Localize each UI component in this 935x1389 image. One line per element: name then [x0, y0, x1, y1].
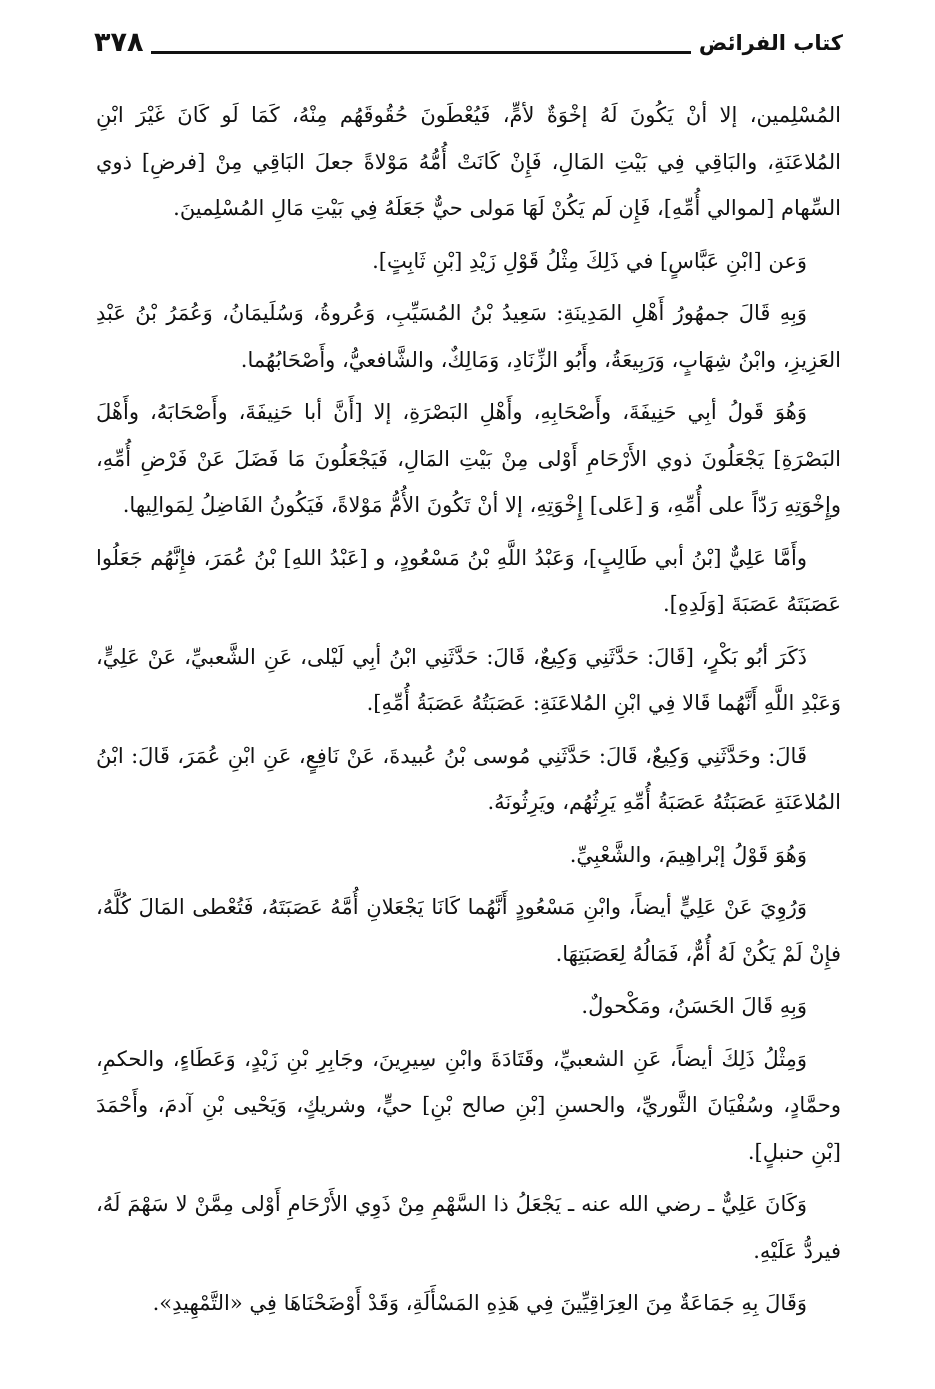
page-header — [94, 22, 843, 62]
paragraph: قَالَ: وحَدَّثَنِي وَكِيعٌ، قَالَ: حَدَّثَنِي مُوسى بْنُ عُبيدةَ، عَنْ نَافِعٍ، عَنِ ابْنِ عُمَرَ، قَالَ: ابْنُ المُلاعَنَةِ عَصَبَتُهُ عَصَبَةُ أُمِّهِ يَرِثُهُم، ويَرِثُونَهُ. — [96, 743, 841, 814]
paragraph: وَقَالَ بِهِ جَمَاعَةٌ مِنَ العِرَاقِيِّينَ فِي هَذِهِ المَسْأَلَةِ، وَقَدْ أَوْضَحْنَاهَا فِي «التَّمْهِيدِ». — [152, 1291, 807, 1315]
page-number: ٣٧٨ — [94, 27, 144, 58]
header-rule — [151, 51, 690, 54]
paragraph: وَكَانَ عَلِيٌّ ـ رضي الله عنه ـ يَجْعَلُ ذا السَّهْمِ مِنْ ذَوِي الأَرْحَامِ أَوْلى مِمَّنْ لا سَهْمَ لَهُ، فيردُّ عَلَيْهِ. — [96, 1192, 841, 1263]
page-body — [96, 92, 841, 1333]
paragraph: وَرُوِيَ عَنْ عَلِيٍّ أيضاً، وابْنِ مَسْعُودٍ أَنَّهُما كَانَا يَجْعَلانِ أُمَّهُ عَصَبَتَهُ، فَتُعْطى المَالَ كُلَّهُ، فإِنْ لَمْ يَكُنْ لَهُ أُمٌّ، فَمَالُهُ لِعَصَبَتِهَا. — [96, 895, 841, 966]
paragraph: وَهُوَ قَوْلُ إبْراهِيمَ، والشَّعْبِيِّ. — [569, 842, 807, 867]
paragraph: وَبِهِ قَالَ جمهُورُ أَهْلِ المَدِينَةِ: سَعِيدُ بْنُ المُسَيِّبِ، وَعُروةُ، وَسُلَيمَانُ، وَعُمَرُ بْنُ عَبْدِ العَزِيزِ، وابْنُ شِهَابٍ، وَرَبِيعَةُ، وأَبُو الزِّنَادِ، وَمَالِكٌ، والشَّافعيُّ، وأَصْحَابُهُما. — [96, 301, 841, 372]
paragraph: وأَمَّا عَلِيٌّ [بْنُ أبي طَالِبٍ]، وَعَبْدُ اللَّهِ بْنُ مَسْعُودٍ، و [عَبْدُ اللهِ] بْنُ عُمَرَ، فإِنَّهُم جَعَلُوا عَصَبَتَهُ عَصَبَةَ [وَلَدِهِ]. — [96, 545, 841, 616]
paragraph: المُسْلِمين، إلا أنْ يَكُونَ لَهُ إخْوَةٌ لأمٍّ، فَيُعْطَونَ حُقُوقَهُم مِنْهُ، كَمَا لَو كَانَ غَيْرَ ابْنِ المُلاعَنَةِ، والبَاقِي فِي بَيْتِ المَالِ، فَإِنْ كَانَتْ أُمُّهُ مَوْلاةً جعلَ البَاقِي مِنْ [فرضِ] ذوي السِّهام [لموالي أُمِّهِ]، فَإِن لَم يَكُنْ لَهَا مَولى حيٌّ جَعَلَهُ فِي بَيْتِ مَالِ المُسْلِمينَ. — [96, 103, 841, 220]
paragraph: وَمِثْلُ ذَلِكَ أيضاً، عَنِ الشعبيِّ، وقَتَادَةَ وابْنِ سِيرِينَ، وجَابِرِ بْنِ زَيْدٍ، وَعَطَاءٍ، والحكمِ، وحمَّادٍ، وسُفْيَانَ الثَّوريِّ، والحسنِ [بْنِ صالح بْنِ] حيٍّ، وشريكٍ، وَيَحْيى بْنِ آدمَ، وأَحْمَدَ [بْنِ حنبلٍ]. — [96, 1046, 841, 1164]
paragraph: وَبِهِ قَالَ الحَسَنُ، ومَكْحولٌ. — [581, 994, 807, 1018]
paragraph: وَهُوَ قَولُ أبِي حَنِيفَةَ، وأَصْحَابِهِ، وأَهْلِ البَصْرَةِ، إلا [أَنَّ أبا حَنِيفَةَ، وأَصْحَابَهُ، وأَهْلَ البَصْرَةِ] يَجْعَلُونَ ذوي الأَرْحَامِ أَوْلى مِنْ بَيْتِ المَالِ، فَيَجْعَلُونَ مَا فَضَلَ عَنْ فَرْضِ أُمِّهِ، وإِخْوَتِهِ رَدّاً على أُمِّهِ، وَ [عَلى] إِخْوَتِهِ، إلا أنْ تَكُونَ الأُمُّ مَوْلاةً، فَيَكُونُ الفَاضِلُ لِمَوالِيها. — [96, 400, 841, 517]
paragraph: ذَكَرَ أبُو بَكْرٍ، [قَالَ: حَدَّثَنِي وَكِيعٌ، قَالَ: حَدَّثَنِي ابْنُ أبِي لَيْلى، عَنِ الشَّعبيِّ، عَنْ عَلِيٍّ، وَعَبْدِ اللَّهِ أَنَّهُما قَالا فِي ابْنِ المُلاعَنَةِ: عَصَبَتُهُ عَصَبَةُ أُمِّهِ]. — [96, 644, 841, 715]
paragraph: وَعن [ابْنِ عَبَّاسٍ] في ذَلِكَ مِثْلُ قَوْلِ زَيْدِ [بْنِ ثَابِتٍ]. — [372, 248, 807, 273]
running-title: كتاب الفرائض — [698, 31, 843, 55]
